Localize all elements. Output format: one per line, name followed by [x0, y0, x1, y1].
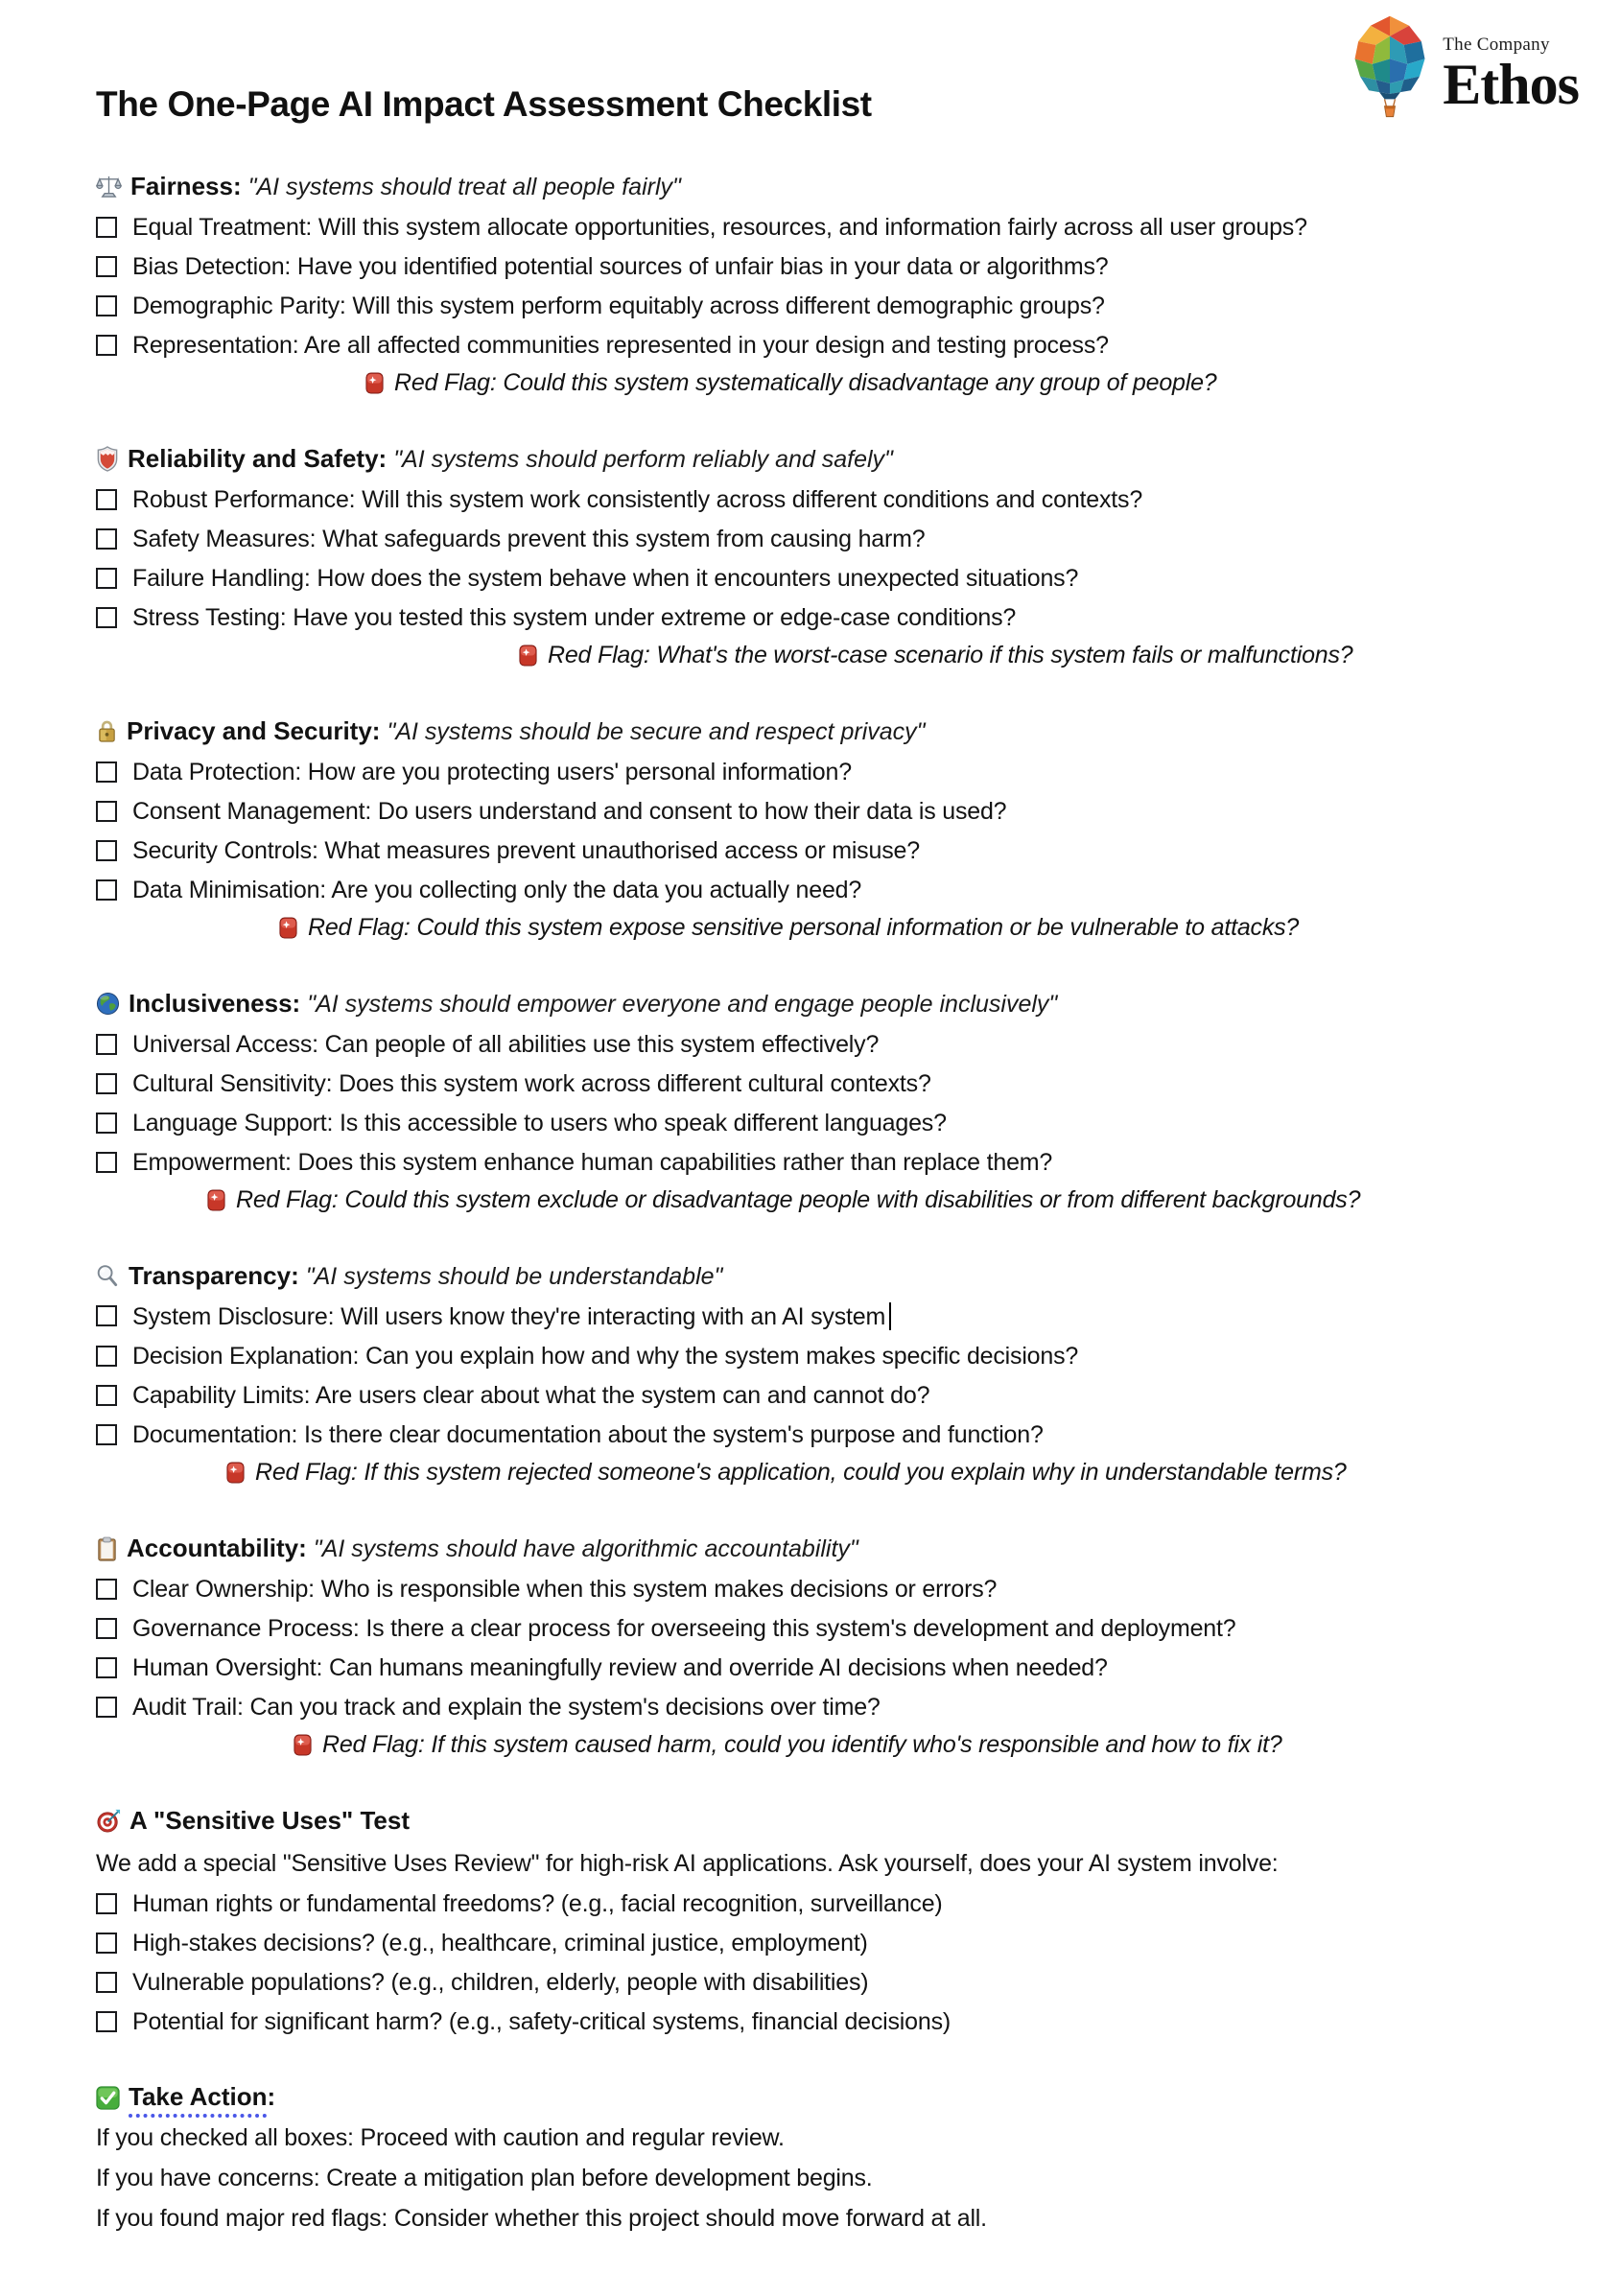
checkbox[interactable] [96, 607, 117, 628]
section-quote: "AI systems should be secure and respect privacy" [387, 717, 926, 745]
red-flag-text: Red Flag: If this system rejected someone's application, could you explain why in understandable terms? [255, 1459, 1347, 1487]
section-transparency [96, 1262, 1544, 1488]
checklist-item [96, 1382, 1544, 1409]
section-title: Reliability and Safety: [128, 443, 388, 473]
checklist-item [96, 1615, 1544, 1642]
checklist-item [96, 1930, 1544, 1956]
checklist-item [96, 1576, 1544, 1603]
checkbox[interactable] [96, 1579, 117, 1600]
checkbox[interactable] [96, 801, 117, 822]
checklist-item-label: Consent Management: Do users understand and consent to how their data is used? [132, 797, 1007, 825]
section-heading [96, 717, 1544, 746]
checklist-item [96, 2008, 1544, 2035]
checklist-item-label: Failure Handling: How does the system behave when it encounters unexpected situations? [132, 564, 1079, 592]
logo-name-text: Ethos [1443, 53, 1579, 116]
beacon-icon [278, 917, 298, 939]
checkbox[interactable] [96, 761, 117, 783]
section-title-colon: : [267, 2082, 276, 2112]
section-fairness [96, 173, 1544, 397]
checkbox[interactable] [96, 568, 117, 589]
checklist-item-label: Audit Trail: Can you track and explain the system's decisions over time? [132, 1694, 881, 1722]
checklist-item-label: Decision Explanation: Can you explain how and why the system makes specific decisions? [132, 1343, 1079, 1371]
section-title: Take Action [129, 2082, 267, 2118]
checklist-item-label: Equal Treatment: Will this system allocate opportunities, resources, and information fairly across all user groups? [132, 213, 1307, 241]
checklist-item-label: Vulnerable populations? (e.g., children, elderly, people with disabilities) [132, 1969, 869, 1997]
section-title: Privacy and Security: [127, 715, 381, 745]
checkbox[interactable] [96, 879, 117, 901]
checklist-item [96, 293, 1544, 319]
take-action-line: If you found major red flags: Consider whether this project should move forward at all. [96, 2205, 987, 2233]
red-flag-line [225, 1459, 1544, 1487]
checklist-item-label: Clear Ownership: Who is responsible when this system makes decisions or errors? [132, 1576, 998, 1604]
red-flag-line [364, 369, 1544, 397]
section-take-action [96, 2083, 1544, 2233]
checklist-item-label: Human Oversight: Can humans meaningfully review and override AI decisions when needed? [132, 1654, 1108, 1682]
clipboard-icon [96, 1536, 118, 1562]
globe-icon [96, 992, 120, 1016]
section-heading [96, 1262, 1544, 1291]
checklist-item-label: Demographic Parity: Will this system perform equitably across different demographic groups? [132, 292, 1105, 319]
take-action-line: If you have concerns: Create a mitigation plan before development begins. [96, 2165, 873, 2192]
checkbox[interactable] [96, 2011, 117, 2032]
checkbox[interactable] [96, 1893, 117, 1914]
checklist-item-label: Safety Measures: What safeguards prevent this system from causing harm? [132, 525, 926, 552]
section-accountability [96, 1535, 1544, 1759]
sensitive-uses-intro: We add a special "Sensitive Uses Review" for high-risk AI applications. Ask yourself, does your AI system involve: [96, 1850, 1279, 1878]
checkbox[interactable] [96, 1424, 117, 1445]
scales-icon [96, 174, 122, 199]
section-quote: "AI systems should be understandable" [305, 1262, 723, 1290]
checklist-item-label: Governance Process: Is there a clear process for overseeing this system's development and deployment? [132, 1615, 1236, 1643]
checklist-item-label: Robust Performance: Will this system work consistently across different conditions and contexts? [132, 485, 1143, 513]
checkbox[interactable] [96, 217, 117, 238]
checkbox[interactable] [96, 1152, 117, 1173]
red-flag-line [278, 914, 1544, 942]
page-title: The One-Page AI Impact Assessment Checklist [96, 84, 872, 124]
section-reliability-and-safety [96, 445, 1544, 669]
checkbox[interactable] [96, 1618, 117, 1639]
section-inclusiveness [96, 990, 1544, 1214]
checklist-item [96, 214, 1544, 241]
section-title: Transparency: [129, 1260, 299, 1290]
checklist-item-label: High-stakes decisions? (e.g., healthcare, criminal justice, employment) [132, 1930, 868, 1957]
checklist-item [96, 1421, 1544, 1448]
section-heading [96, 1535, 1544, 1563]
section-title: Accountability: [127, 1534, 307, 1563]
checklist-item [96, 1070, 1544, 1097]
checkbox[interactable] [96, 1385, 117, 1406]
beacon-icon [364, 372, 385, 394]
checkbox[interactable] [96, 1346, 117, 1367]
beacon-icon [225, 1462, 246, 1484]
checkbox[interactable] [96, 1305, 117, 1326]
checklist-item [96, 1149, 1544, 1176]
lock-icon [96, 718, 118, 744]
checkbox[interactable] [96, 1697, 117, 1718]
checklist-item-label: Empowerment: Does this system enhance human capabilities rather than replace them? [132, 1148, 1053, 1176]
checklist-item-label: Security Controls: What measures prevent unauthorised access or misuse? [132, 836, 920, 864]
checklist-item-label: Stress Testing: Have you tested this system under extreme or edge-case conditions? [132, 603, 1017, 631]
checklist-item [96, 1654, 1544, 1681]
checklist-item [96, 526, 1544, 552]
red-flag-text: Red Flag: What's the worst-case scenario if this system fails or malfunctions? [548, 641, 1353, 668]
red-flag-text: Red Flag: Could this system exclude or disadvantage people with disabilities or from different backgrounds? [236, 1185, 1361, 1213]
checklist-item-label: Cultural Sensitivity: Does this system work across different cultural contexts? [132, 1069, 931, 1097]
section-quote: "AI systems should empower everyone and engage people inclusively" [307, 990, 1058, 1018]
checklist-item [96, 253, 1544, 280]
checklist-item [96, 759, 1544, 785]
checkbox[interactable] [96, 528, 117, 550]
checkbox[interactable] [96, 489, 117, 510]
checklist-item [96, 486, 1544, 513]
checklist-item [96, 877, 1544, 903]
red-flag-line [518, 642, 1544, 669]
checklist-item-label: Capability Limits: Are users clear about what the system can and cannot do? [132, 1382, 930, 1410]
section-title: Inclusiveness: [129, 988, 301, 1018]
checklist-item-label: Human rights or fundamental freedoms? (e.g., facial recognition, surveillance) [132, 1890, 943, 1918]
beacon-icon [206, 1189, 226, 1211]
beacon-icon [518, 644, 538, 667]
red-flag-line [293, 1731, 1544, 1759]
section-quote: "AI systems should treat all people fairly" [247, 174, 681, 200]
checklist-item-label: Potential for significant harm? (e.g., safety-critical systems, financial decisions) [132, 2008, 951, 2036]
checkbox[interactable] [96, 840, 117, 861]
checkbox[interactable] [96, 1073, 117, 1094]
checklist-item [96, 1694, 1544, 1721]
logo-company-text: The Company [1443, 35, 1550, 55]
checklist-item [96, 1343, 1544, 1370]
section-heading [96, 1807, 1544, 1836]
checkbox[interactable] [96, 335, 117, 356]
checklist-item-label: Language Support: Is this accessible to users who speak different languages? [132, 1109, 947, 1136]
magnifier-icon [96, 1264, 120, 1288]
section-heading [96, 2083, 1544, 2112]
section-title: A "Sensitive Uses" Test [129, 1806, 410, 1836]
checklist-item [96, 1110, 1544, 1136]
section-quote: "AI systems should perform reliably and safely" [393, 445, 893, 473]
section-sensitive-uses [96, 1807, 1544, 2035]
checkbox[interactable] [96, 1933, 117, 1954]
checklist-item-label: System Disclosure: Will users know they're interacting with an AI system [132, 1302, 891, 1330]
checklist-item-label: Universal Access: Can people of all abilities use this system effectively? [132, 1030, 880, 1058]
checklist-item [96, 798, 1544, 825]
shield-icon [96, 446, 119, 472]
checklist-item [96, 1031, 1544, 1058]
checklist-item [96, 837, 1544, 864]
checkbox[interactable] [96, 1657, 117, 1678]
red-flag-text: Red Flag: Could this system systematically disadvantage any group of people? [394, 368, 1217, 396]
target-icon [96, 1809, 121, 1834]
red-flag-text: Red Flag: If this system caused harm, could you identify who's responsible and how to fix it? [322, 1731, 1282, 1759]
checklist-item [96, 565, 1544, 592]
checklist-item [96, 1890, 1544, 1917]
checkbox[interactable] [96, 1034, 117, 1055]
red-flag-line [206, 1186, 1544, 1214]
section-heading [96, 990, 1544, 1019]
checklist-item-label: Bias Detection: Have you identified potential sources of unfair bias in your data or algorithms? [132, 252, 1109, 280]
checkbox[interactable] [96, 256, 117, 277]
section-title: Fairness: [130, 172, 242, 200]
checkbox[interactable] [96, 295, 117, 316]
checklist-item-label: Documentation: Is there clear documentation about the system's purpose and function? [132, 1421, 1044, 1449]
checklist-item-label: Data Protection: How are you protecting users' personal information? [132, 758, 852, 785]
checkbox[interactable] [96, 1972, 117, 1993]
checklist-item [96, 332, 1544, 359]
section-heading [96, 445, 1544, 474]
beacon-icon [293, 1734, 313, 1756]
section-heading [96, 173, 1544, 201]
check-icon [96, 2086, 120, 2110]
checkbox[interactable] [96, 1113, 117, 1134]
checklist-item-label: Representation: Are all affected communities represented in your design and testing process? [132, 331, 1109, 359]
take-action-line: If you checked all boxes: Proceed with caution and regular review. [96, 2124, 785, 2152]
checklist-item [96, 604, 1544, 631]
checklist-item [96, 1302, 1544, 1330]
section-quote: "AI systems should have algorithmic accountability" [313, 1535, 858, 1563]
checklist-item [96, 1969, 1544, 1996]
checklist-item-label: Data Minimisation: Are you collecting only the data you actually need? [132, 876, 862, 903]
section-privacy-and-security [96, 717, 1544, 942]
red-flag-text: Red Flag: Could this system expose sensitive personal information or be vulnerable to attacks? [308, 913, 1300, 941]
text-cursor [889, 1302, 891, 1330]
